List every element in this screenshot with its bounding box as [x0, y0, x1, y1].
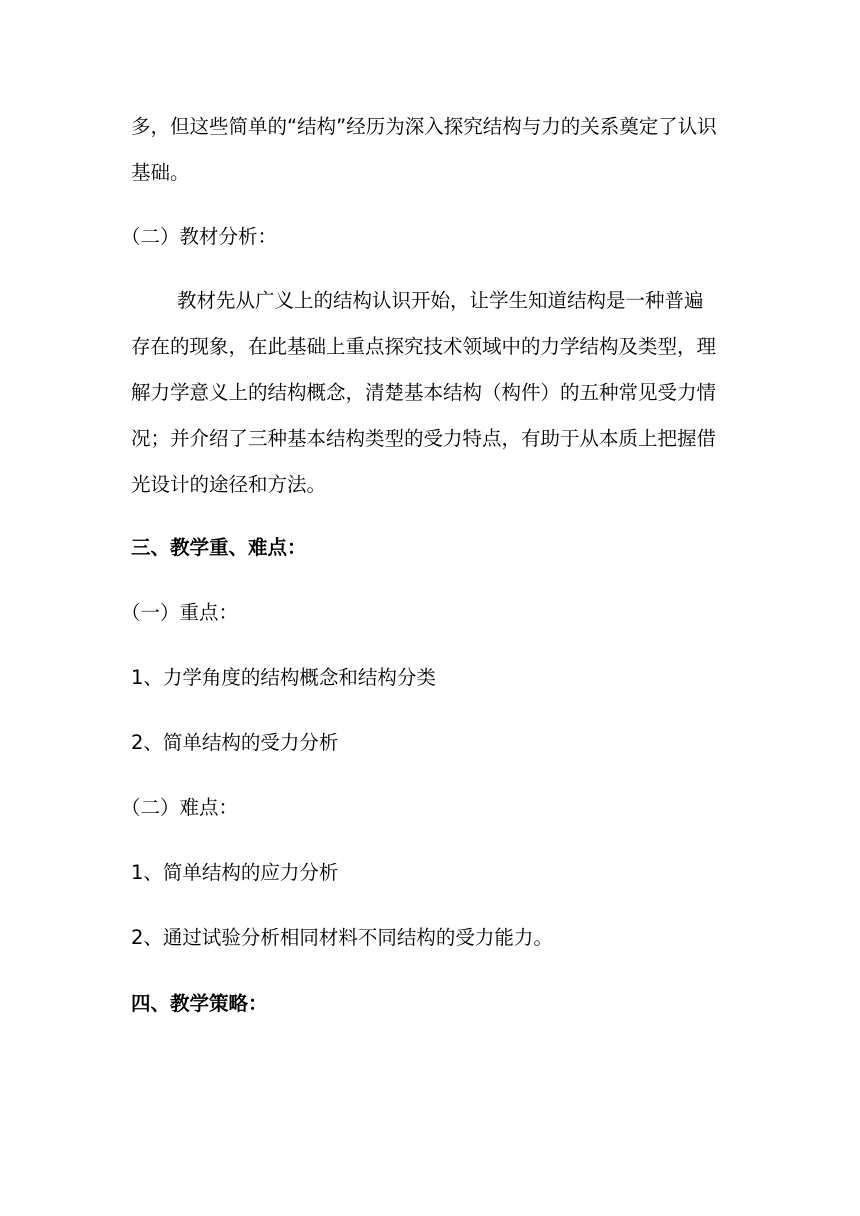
intro-line-1: 多，但这些简单的“结构”经历为深入探究结构与力的关系奠定了认识	[131, 115, 717, 138]
analysis-line-2: 存在的现象，在此基础上重点探究技术领域中的力学结构及类型，理	[131, 335, 717, 358]
difficult-point-item-2: 2、通过试验分析相同材料不同结构的受力能力。	[131, 926, 553, 949]
analysis-line-1: 教材先从广义上的结构认识开始，让学生知道结构是一种普遍	[177, 289, 704, 312]
section-3-heading: 三、教学重、难点：	[131, 536, 307, 559]
analysis-line-3: 解力学意义上的结构概念，清楚基本结构（构件）的五种常见受力情	[131, 381, 717, 404]
intro-line-2: 基础。	[131, 161, 190, 184]
key-point-item-1: 1、力学角度的结构概念和结构分类	[131, 666, 436, 689]
key-point-item-2: 2、简单结构的受力分析	[131, 731, 339, 754]
difficult-points-heading: （二）难点：	[121, 796, 239, 819]
key-points-heading: （一）重点：	[121, 601, 239, 624]
analysis-line-5: 光设计的途径和方法。	[131, 473, 327, 496]
section-2-2-heading: （二）教材分析：	[121, 225, 278, 248]
difficult-point-item-1: 1、简单结构的应力分析	[131, 861, 339, 884]
section-4-heading: 四、教学策略：	[131, 992, 268, 1015]
analysis-line-4: 况；并介绍了三种基本结构类型的受力特点，有助于从本质上把握借	[131, 427, 717, 450]
